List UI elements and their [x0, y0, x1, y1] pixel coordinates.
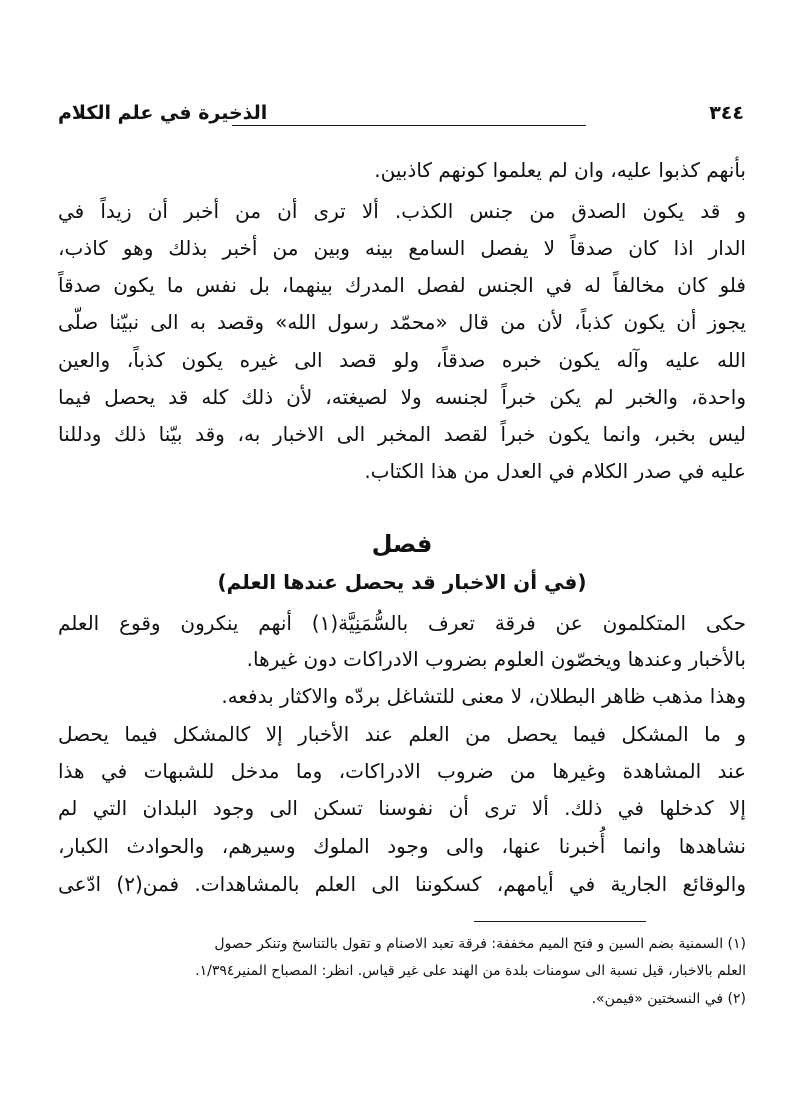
body-line: وهذا مذهب ظاهر البطلان، لا معنى للتشاغل بردّه والاكثار بدفعه.	[221, 684, 746, 708]
body-line: الله عليه وآله يكون خبره صدقاً، ولو قصد الى غيره يكون كذباً، والعين	[58, 348, 746, 372]
body-line: و ما المشكل فيما يحصل من العلم عند الأخبار إلا كالمشكل فيما يحصل	[58, 722, 746, 746]
header-rule	[232, 125, 586, 126]
body-line: والوقائع الجارية في أيامهم، كسكوننا الى العلم بالمشاهدات. فمن(٢) ادّعى	[58, 872, 746, 896]
footnote-rule	[474, 921, 646, 922]
body-line: حكى المتكلمون عن فرقة تعرف بالسُّمَنِيَّة(١) أنهم ينكرون وقوع العلم	[58, 611, 746, 635]
page-number: ٣٤٤	[709, 102, 744, 124]
footnote-line: (١) السمنية بضم السين و فتح الميم مخففة: فرقة تعبد الاصنام و تقول بالتناسخ وتنكر حصول	[214, 936, 746, 952]
body-line: فلو كان مخالفاً له في الجنس لفصل المدرك بينهما، بل نفس ما يكون صدقاً	[58, 273, 746, 297]
footnote-line: العلم بالاخبار، قيل نسبة الى سومنات بلدة من الهند على غير قياس. انظر: المصباح المنير١/٣٩٤.	[195, 963, 746, 979]
body-line: بالأخبار وعندها ويخصّون العلوم بضروب الادراكات دون غيرها.	[246, 647, 746, 671]
body-line: الدار اذا كان صدقاً لا يفصل السامع بينه وبين من أخبر بذلك وهو كاذب،	[58, 236, 746, 260]
book-title: الذخيرة في علم الكلام	[58, 102, 268, 124]
body-line: ليس بخبر، وانما يكون خبراً لقصد المخبر الى الاخبار به، وقد بيّنا ذلك ودللنا	[58, 422, 746, 446]
body-line: واحدة، والخبر لم يكن خبراً لجنسه ولا لصيغته، لأن ذلك كله قد يحصل فيما	[58, 385, 746, 409]
body-line: يجوز أن يكون كذباً، لأن من قال «محمّد رسول الله» وقصد به الى نبيّنا صلّى	[58, 310, 746, 334]
footnote-line: (٢) في النسختين «فيمن».	[591, 991, 746, 1007]
body-line: عند المشاهدة وغيرها من ضروب الادراكات، وما مدخل للشبهات في هذا	[58, 759, 746, 783]
body-line: نشاهدها وانما أُخبرنا عنها، والى وجود الملوك وسيرهم، والحوادث الكبار،	[58, 834, 746, 858]
body-line: بأنهم كذبوا عليه، وان لم يعلموا كونهم كاذبين.	[374, 158, 746, 182]
body-line: و قد يكون الصدق من جنس الكذب. ألا ترى أن من أخبر أن زيداً في	[58, 199, 746, 223]
body-line: إلا كدخلها في ذلك. ألا ترى أن نفوسنا تسكن الى وجود البلدان التي لم	[58, 796, 746, 820]
running-head	[58, 102, 744, 132]
section-title: فصل	[371, 530, 433, 558]
section-subtitle: (في أن الاخبار قد يحصل عندها العلم)	[217, 570, 587, 594]
body-line: عليه في صدر الكلام في العدل من هذا الكتاب.	[364, 459, 746, 483]
